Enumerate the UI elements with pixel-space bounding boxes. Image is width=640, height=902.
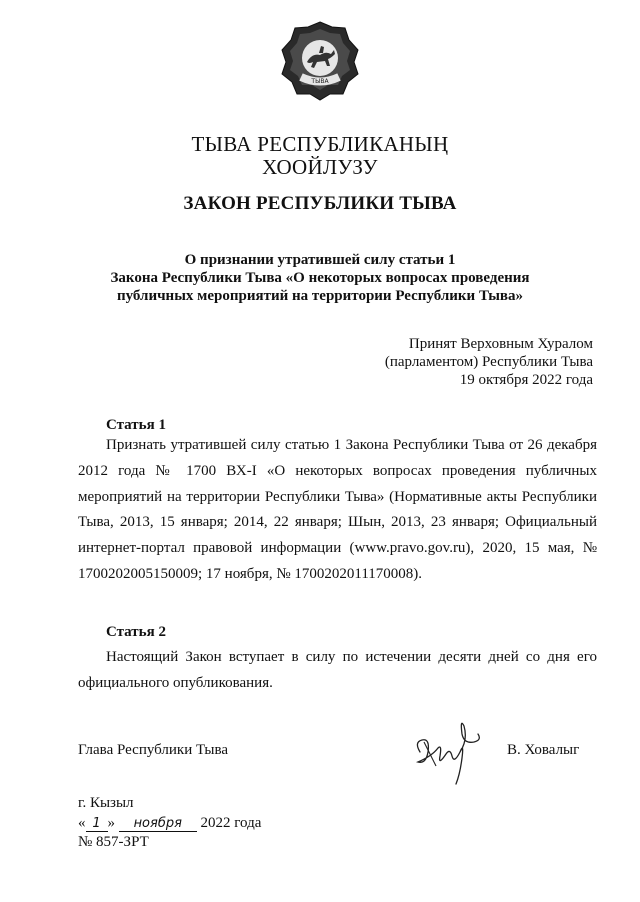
coat-of-arms-emblem [279, 20, 361, 102]
date-month: ноября [119, 816, 197, 832]
date-year: 2022 года [200, 815, 262, 831]
republic-name-line2: ХООЙЛУЗУ [262, 155, 378, 179]
date-quote-open: « [78, 815, 86, 831]
handwritten-signature [402, 712, 492, 790]
signatory-position: Глава Республики Тыва [78, 742, 229, 758]
law-subject-line1: О признании утратившей силу статьи 1 [184, 252, 456, 268]
article-2-text: Настоящий Закон вступает в силу по истечении десяти дней со дня его официального опубликования. [78, 649, 597, 691]
adoption-line2: (парламентом) Республики Тыва [384, 354, 593, 370]
date-quote-close: » [107, 815, 115, 831]
signing-date [78, 815, 261, 832]
article-1-text: Признать утратившей силу статью 1 Закона Республики Тыва от 26 декабря 2012 года № 1700 ВХ-I «О некоторых вопросах проведения публичных мероприятий на территории Республики Тыва» (Нормативные акты Республики Тыва, 2013, 15 января; 2014, 22 января; Шын, 2013, 23 января; Официальный интернет-портал правовой информации (www.pravo.gov.ru), 2020, 15 мая, № 1700202005150009; 17 ноября, № 1700202011170008). [78, 437, 597, 582]
law-subject-line3: публичных мероприятий на территории Республики Тыва» [116, 288, 524, 304]
republic-name-line1: ТЫВА РЕСПУБЛИКАНЫҢ [191, 132, 449, 156]
signatory-name: В. Ховалыг [507, 742, 580, 758]
law-number: № 857-ЗРТ [78, 834, 149, 850]
emblem-lettering: ТЫВА [311, 78, 329, 85]
adoption-line1: Принят Верховным Хуралом [408, 336, 593, 352]
city: г. Кызыл [78, 795, 134, 811]
date-day: 1 [86, 816, 108, 832]
adoption-date: 19 октября 2022 года [459, 372, 593, 388]
law-subject-line2: Закона Республики Тыва «О некоторых вопросах проведения [110, 270, 530, 286]
law-title: ЗАКОН РЕСПУБЛИКИ ТЫВА [183, 193, 457, 214]
article-2-heading: Статья 2 [106, 624, 166, 640]
article-1-heading: Статья 1 [106, 417, 166, 433]
